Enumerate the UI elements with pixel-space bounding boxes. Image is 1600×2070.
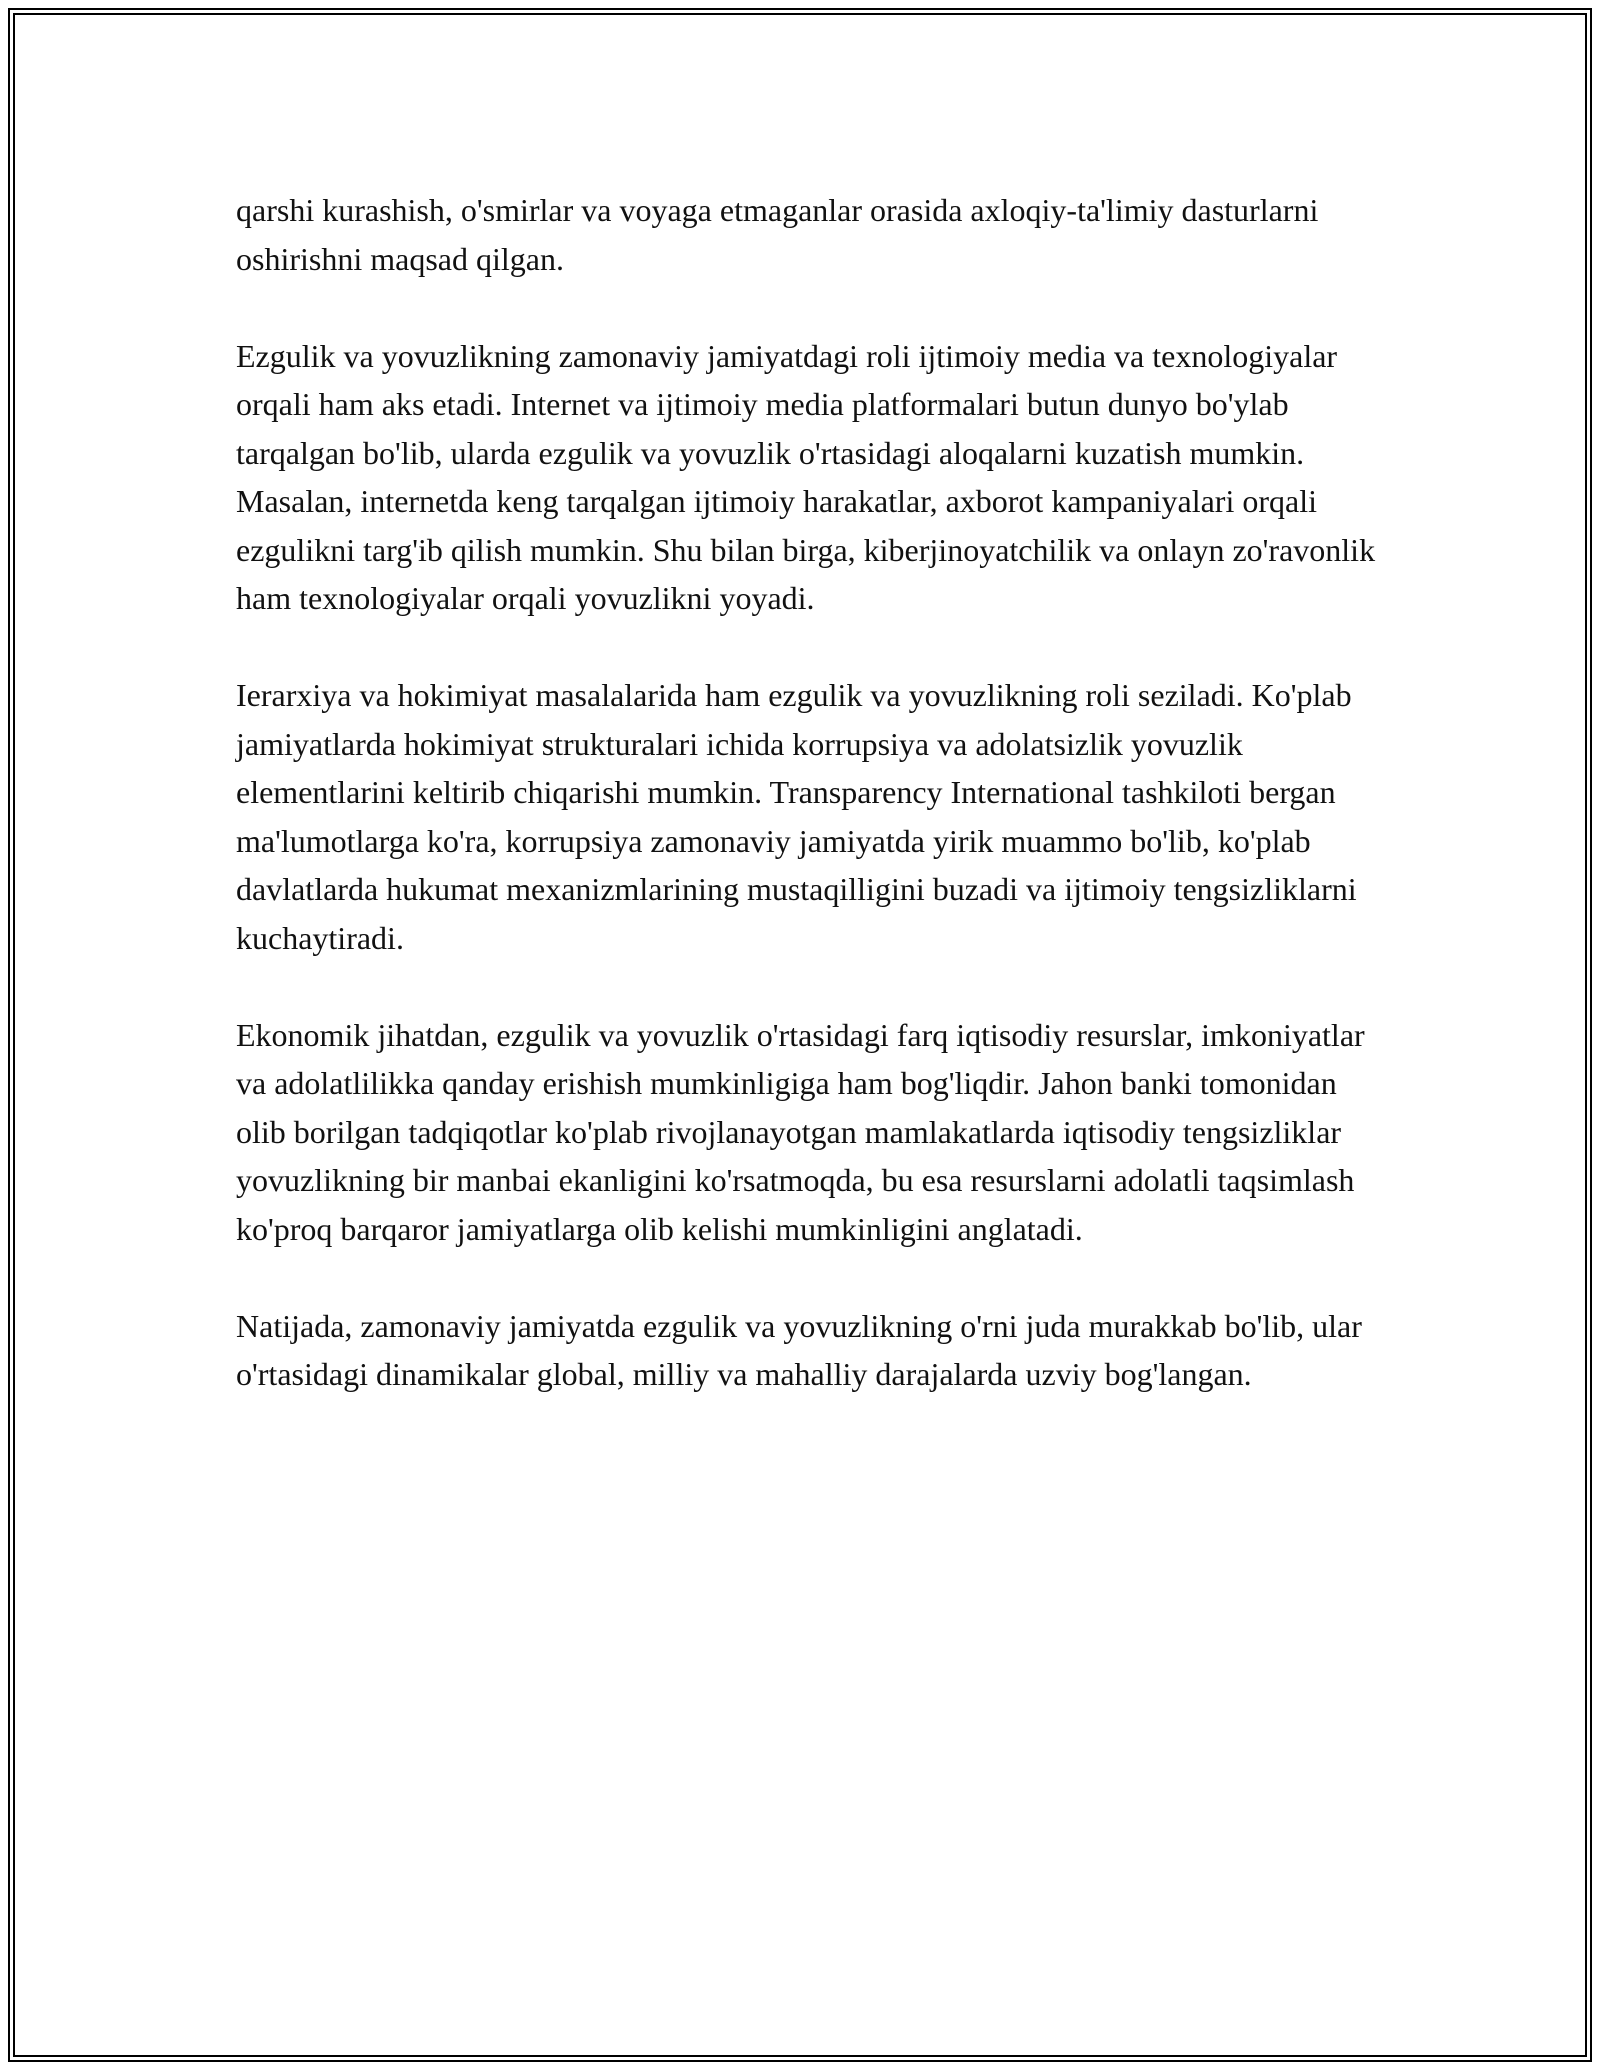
paragraph: Ierarxiya va hokimiyat masalalarida ham ezgulik va yovuzlikning roli seziladi. Ko'plab jamiyatlarda hokimiyat strukturalari ichida korrupsiya va adolatsizlik yovuzlik elementlarini keltirib chiqarishi mumkin. Transparency International tashkiloti bergan ma'lumotlarga ko'ra, korrupsiya zamonaviy jamiyatda yirik muammo bo'lib, ko'plab davlatlarda hukumat mexanizmlarining mustaqilligini buzadi va ijtimoiy tengsizliklarni kuchaytiradi.: [236, 677, 1357, 956]
paragraph: Ezgulik va yovuzlikning zamonaviy jamiyatdagi roli ijtimoiy media va texnologiyalar orqali ham aks etadi. Internet va ijtimoiy media platformalari butun dunyo bo'ylab tarqalgan bo'lib, ularda ezgulik va yovuzlik o'rtasidagi aloqalarni kuzatish mumkin. Masalan, internetda keng tarqalgan ijtimoiy harakatlar, axborot kampaniyalari orqali ezgulikni targ'ib qilish mumkin. Shu bilan birga, kiberjinoyatchilik va onlayn zo'ravonlik ham texnologiyalar orqali yovuzlikni yoyadi.: [236, 337, 1376, 616]
document-body: [236, 186, 1376, 1447]
paragraph: qarshi kurashish, o'smirlar va voyaga etmaganlar orasida axloqiy-ta'limiy dasturlarni oshirishni maqsad qilgan.: [236, 192, 1319, 277]
paragraph: Natijada, zamonaviy jamiyatda ezgulik va yovuzlikning o'rni juda murakkab bo'lib, ular o'rtasidagi dinamikalar global, milliy va mahalliy darajalarda uzviy bog'langan.: [236, 1307, 1362, 1392]
paragraph: Ekonomik jihatdan, ezgulik va yovuzlik o'rtasidagi farq iqtisodiy resurslar, imkoniyatlar va adolatlilikka qanday erishish mumkinligiga ham bog'liqdir. Jahon banki tomonidan olib borilgan tadqiqotlar ko'plab rivojlanayotgan mamlakatlarda iqtisodiy tengsizliklar yovuzlikning bir manbai ekanligini ko'rsatmoqda, bu esa resurslarni adolatli taqsimlash ko'proq barqaror jamiyatlarga olib kelishi mumkinligini anglatadi.: [236, 1016, 1365, 1247]
